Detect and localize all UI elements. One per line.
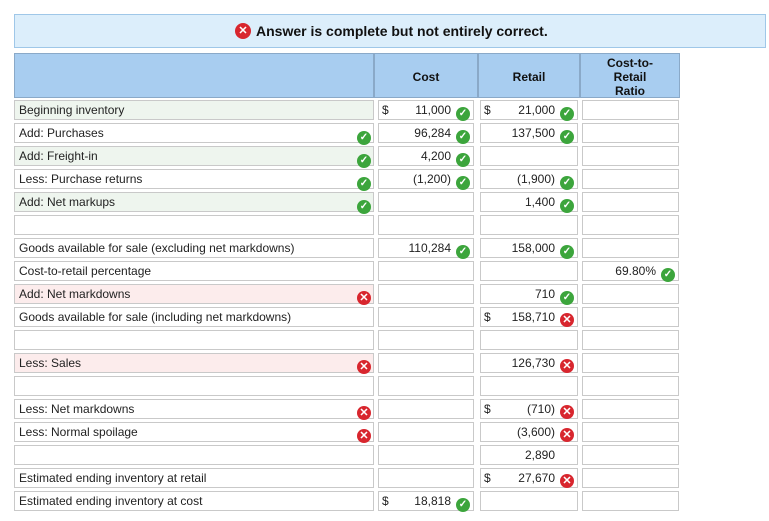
cost-check-icon: ✓ [456, 107, 470, 121]
cost-cell[interactable] [378, 468, 474, 488]
retail-cell[interactable] [480, 192, 578, 212]
row-label-cell[interactable] [14, 422, 374, 442]
row-label-cell[interactable] [14, 238, 374, 258]
cost-check-icon: ✓ [456, 153, 470, 167]
retail-cell[interactable] [480, 169, 578, 189]
ratio-cell[interactable] [582, 445, 679, 465]
row-label: Less: Normal spoilage [19, 425, 138, 439]
cost-cell[interactable] [378, 491, 474, 511]
header-retail [478, 53, 580, 98]
table-row [14, 238, 680, 260]
ratio-cell[interactable] [582, 215, 679, 235]
retail-value: 126,730 [511, 356, 555, 370]
retail-dollar-sign: $ [484, 402, 491, 416]
ratio-cell[interactable] [582, 123, 679, 143]
label-x-icon: ✕ [357, 429, 371, 443]
cost-value: 96,284 [414, 126, 451, 140]
table-row [14, 146, 680, 168]
retail-cell[interactable] [480, 261, 578, 281]
cost-cell[interactable] [378, 261, 474, 281]
retail-cell[interactable] [480, 238, 578, 258]
cost-dollar-sign: $ [382, 103, 389, 117]
table-row [14, 422, 680, 444]
retail-cell[interactable] [480, 376, 578, 396]
label-x-icon: ✕ [357, 291, 371, 305]
row-label-cell[interactable] [14, 468, 374, 488]
label-x-icon: ✕ [357, 360, 371, 374]
table-row [14, 192, 680, 214]
label-check-icon: ✓ [357, 154, 371, 168]
ratio-cell[interactable] [582, 468, 679, 488]
cost-cell[interactable] [378, 445, 474, 465]
ratio-cell[interactable] [582, 330, 679, 350]
row-label: Goods available for sale (excluding net markdowns) [19, 241, 295, 255]
row-label-cell[interactable] [14, 284, 374, 304]
retail-cell[interactable] [480, 422, 578, 442]
retail-dollar-sign: $ [484, 471, 491, 485]
table-row [14, 376, 680, 398]
retail-cell[interactable] [480, 146, 578, 166]
row-label: Add: Net markups [19, 195, 116, 209]
retail-check-icon: ✓ [560, 245, 574, 259]
ratio-cell[interactable] [582, 353, 679, 373]
cost-cell[interactable] [378, 192, 474, 212]
row-label-cell[interactable] [14, 445, 374, 465]
retail-value: 158,000 [511, 241, 555, 255]
table-row [14, 491, 680, 513]
cost-value: 11,000 [415, 103, 451, 117]
cost-check-icon: ✓ [456, 245, 470, 259]
retail-cell[interactable] [480, 123, 578, 143]
row-label: Beginning inventory [19, 103, 125, 117]
header-ratio-line-3: Ratio [615, 84, 645, 98]
retail-x-icon: ✕ [560, 405, 574, 419]
row-label: Less: Purchase returns [19, 172, 143, 186]
retail-cell[interactable] [480, 491, 578, 511]
cost-cell[interactable] [378, 100, 474, 120]
ratio-cell[interactable] [582, 307, 679, 327]
header-ratio-line-1: Cost-to- [607, 56, 653, 70]
label-check-icon: ✓ [357, 131, 371, 145]
ratio-cell[interactable] [582, 284, 679, 304]
error-x-icon: ✕ [235, 23, 251, 39]
row-label-cell[interactable] [14, 146, 374, 166]
row-label-cell[interactable] [14, 100, 374, 120]
table-row [14, 100, 680, 122]
ratio-cell[interactable] [582, 169, 679, 189]
retail-x-icon: ✕ [560, 474, 574, 488]
cost-value: 110,284 [408, 241, 451, 255]
row-label: Less: Sales [19, 356, 82, 370]
ratio-cell[interactable] [582, 238, 679, 258]
row-label: Estimated ending inventory at cost [19, 494, 203, 508]
retail-value: 1,400 [524, 195, 555, 209]
ratio-cell[interactable] [582, 422, 679, 442]
cost-cell[interactable] [378, 238, 474, 258]
retail-cell[interactable] [480, 468, 578, 488]
feedback-banner-text: Answer is complete but not entirely correct. [256, 23, 548, 39]
table-row [14, 468, 680, 490]
retail-cell[interactable] [480, 330, 578, 350]
retail-check-icon: ✓ [560, 130, 574, 144]
cost-cell[interactable] [378, 123, 474, 143]
row-label: Estimated ending inventory at retail [19, 471, 207, 485]
table-row [14, 123, 680, 145]
retail-dollar-sign: $ [484, 103, 491, 117]
table-row [14, 353, 680, 375]
retail-check-icon: ✓ [560, 291, 574, 305]
retail-cell[interactable] [480, 307, 578, 327]
retail-value: 710 [534, 287, 555, 301]
cost-check-icon: ✓ [456, 130, 470, 144]
retail-value: (3,600) [516, 425, 555, 439]
cost-check-icon: ✓ [456, 176, 470, 190]
retail-cell[interactable] [480, 399, 578, 419]
header-cost-text: Cost [412, 70, 440, 84]
ratio-value: 69.80% [615, 264, 656, 278]
row-label: Add: Freight-in [19, 149, 98, 163]
retail-cell[interactable] [480, 100, 578, 120]
cost-cell[interactable] [378, 376, 474, 396]
cost-cell[interactable] [378, 399, 474, 419]
feedback-banner-content [235, 23, 548, 39]
label-check-icon: ✓ [357, 177, 371, 191]
row-label-cell[interactable] [14, 491, 374, 511]
cost-cell[interactable] [378, 307, 474, 327]
row-label: Add: Net markdowns [19, 287, 131, 301]
ratio-cell[interactable] [582, 491, 679, 511]
table-row [14, 261, 680, 283]
retail-check-icon: ✓ [560, 107, 574, 121]
retail-value: (710) [526, 402, 555, 416]
row-label: Cost-to-retail percentage [19, 264, 152, 278]
row-label-cell[interactable] [14, 376, 374, 396]
row-label-cell[interactable] [14, 192, 374, 212]
cost-value: (1,200) [412, 172, 451, 186]
cost-dollar-sign: $ [382, 494, 389, 508]
retail-value: 27,670 [518, 471, 555, 485]
retail-value: 2,890 [524, 448, 555, 462]
retail-x-icon: ✕ [560, 313, 574, 327]
cost-cell[interactable] [378, 284, 474, 304]
retail-cell[interactable] [480, 353, 578, 373]
table-row [14, 169, 680, 191]
retail-x-icon: ✕ [560, 428, 574, 442]
row-label-cell[interactable] [14, 353, 374, 373]
row-label-cell[interactable] [14, 330, 374, 350]
ratio-cell[interactable] [582, 100, 679, 120]
retail-x-icon: ✕ [560, 359, 574, 373]
ratio-cell[interactable] [582, 261, 679, 281]
ratio-cell[interactable] [582, 192, 679, 212]
label-x-icon: ✕ [357, 406, 371, 420]
retail-cell[interactable] [480, 215, 578, 235]
retail-value: 158,710 [511, 310, 555, 324]
table-row [14, 215, 680, 237]
ratio-cell[interactable] [582, 376, 679, 396]
retail-dollar-sign: $ [484, 310, 491, 324]
header-ratio-line-2: Retail [613, 70, 647, 84]
row-label-cell[interactable] [14, 399, 374, 419]
label-check-icon: ✓ [357, 200, 371, 214]
cost-value: 18,818 [414, 494, 451, 508]
cost-cell[interactable] [378, 422, 474, 442]
retail-value: 21,000 [518, 103, 555, 117]
cost-cell[interactable] [378, 146, 474, 166]
ratio-check-icon: ✓ [661, 268, 675, 282]
cost-cell[interactable] [378, 353, 474, 373]
header-cost [374, 53, 478, 98]
row-label: Add: Purchases [19, 126, 104, 140]
table-row [14, 445, 680, 467]
table-row [14, 284, 680, 306]
retail-check-icon: ✓ [560, 176, 574, 190]
cost-cell[interactable] [378, 169, 474, 189]
ratio-cell[interactable] [582, 399, 679, 419]
row-label-cell[interactable] [14, 307, 374, 327]
cost-value: 4,200 [420, 149, 451, 163]
retail-check-icon: ✓ [560, 199, 574, 213]
retail-value: 137,500 [511, 126, 555, 140]
table-row [14, 307, 680, 329]
feedback-banner [14, 14, 766, 48]
cost-cell[interactable] [378, 330, 474, 350]
row-label-cell[interactable] [14, 123, 374, 143]
row-label: Goods available for sale (including net markdowns) [19, 310, 292, 324]
retail-cell[interactable] [480, 284, 578, 304]
row-label-cell[interactable] [14, 169, 374, 189]
row-label-cell[interactable] [14, 215, 374, 235]
ratio-cell[interactable] [582, 146, 679, 166]
cost-check-icon: ✓ [456, 498, 470, 512]
retail-inventory-table [14, 53, 680, 521]
header-label-column [14, 53, 374, 98]
cost-cell[interactable] [378, 215, 474, 235]
header-ratio [580, 53, 680, 98]
table-row [14, 330, 680, 352]
header-retail-text: Retail [512, 70, 546, 84]
retail-value: (1,900) [516, 172, 555, 186]
retail-cell[interactable] [480, 445, 578, 465]
row-label: Less: Net markdowns [19, 402, 135, 416]
table-row [14, 399, 680, 421]
row-label-cell[interactable] [14, 261, 374, 281]
